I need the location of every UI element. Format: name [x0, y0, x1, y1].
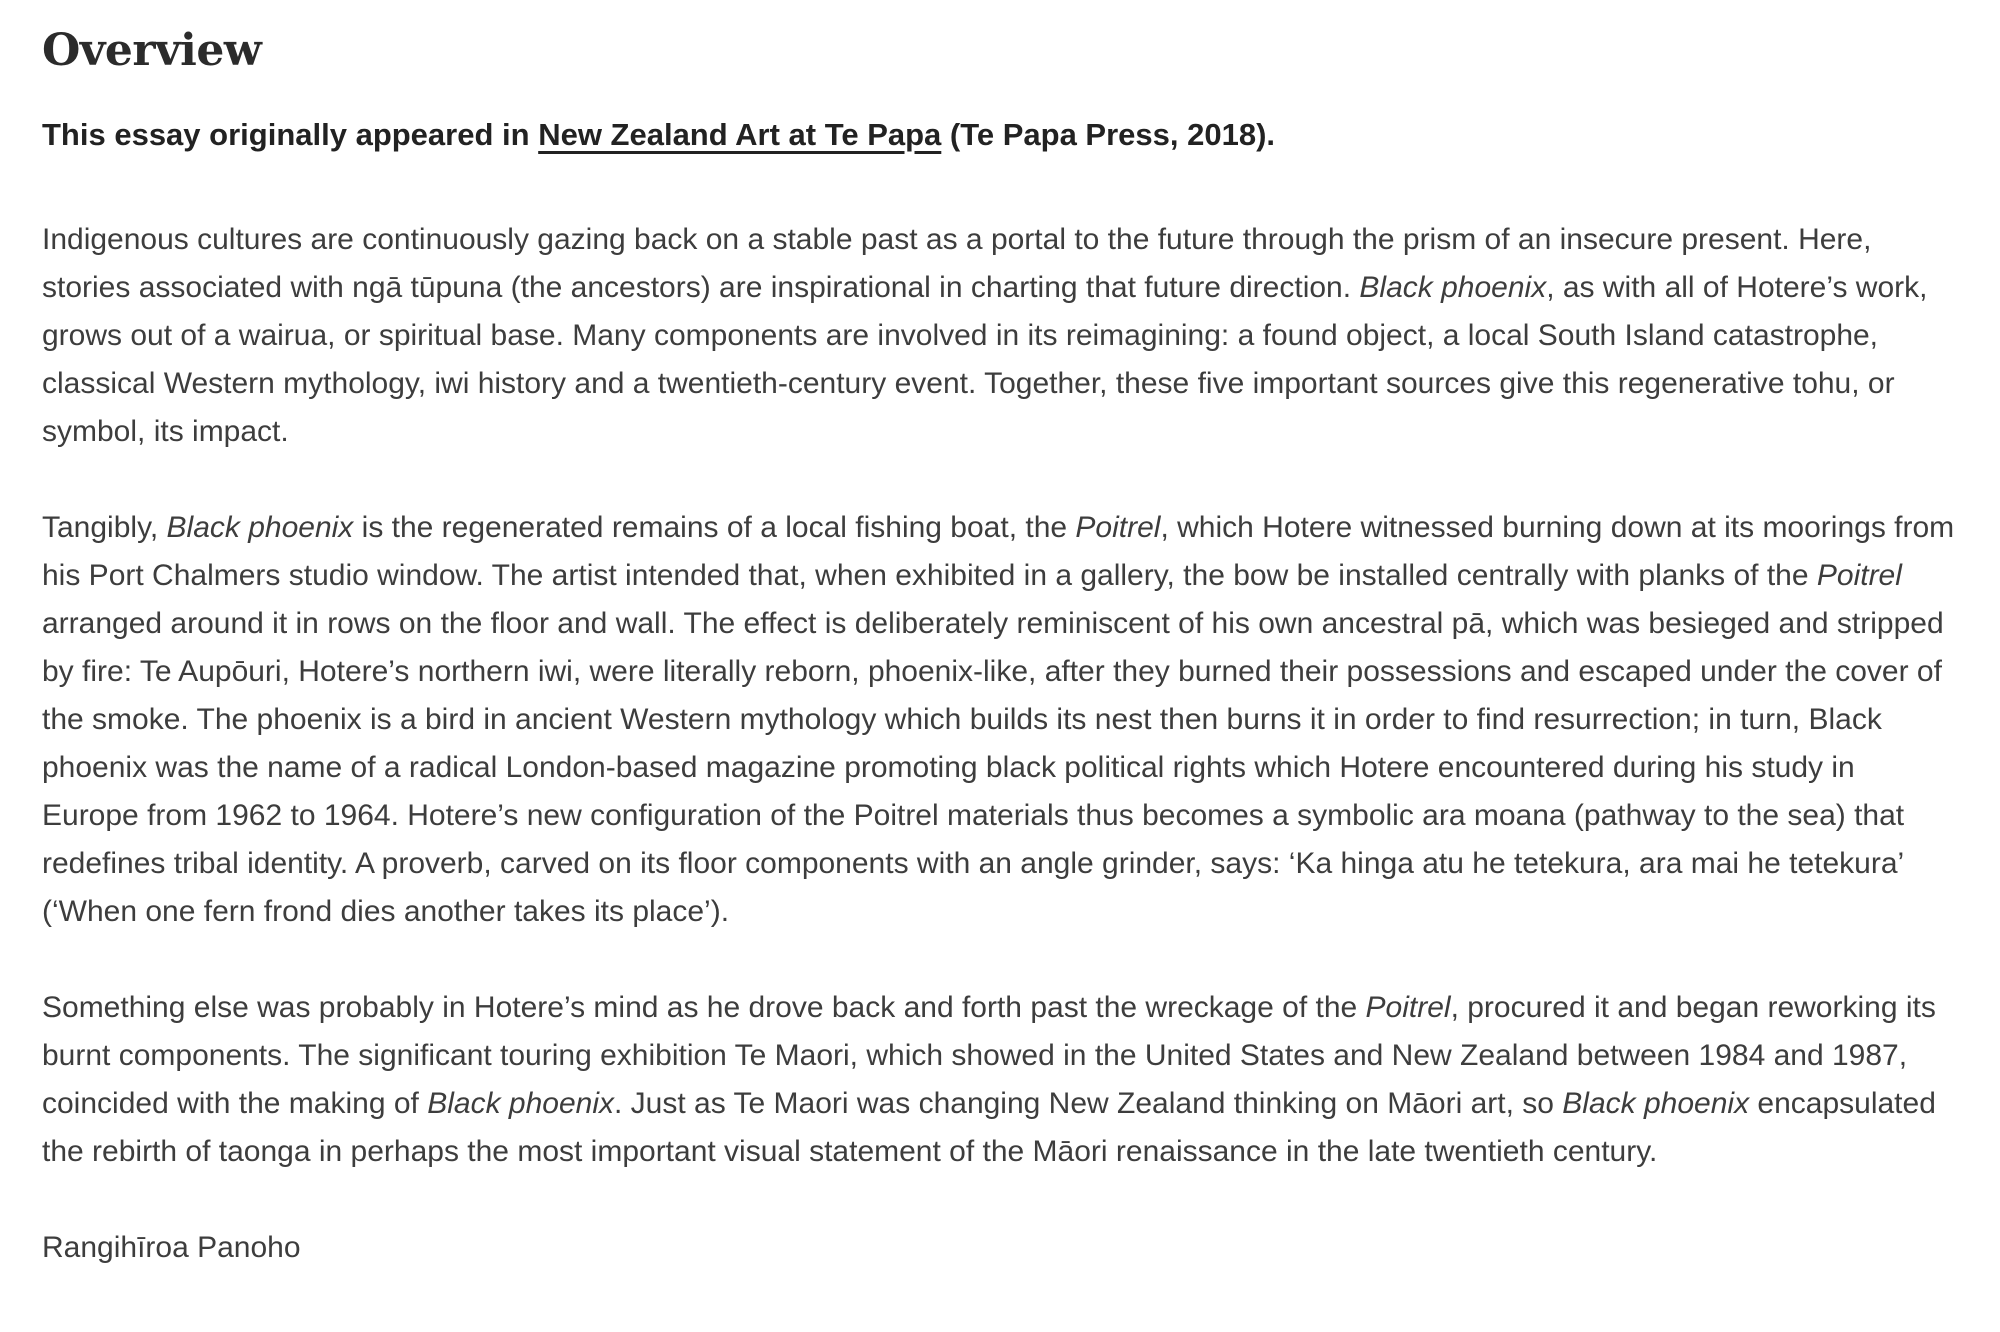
- text-segment: , which Hotere witnessed burning down at its moorings from his Port Chalmers studio window. The artist intended that, when exhibited in a gallery, the bow be installed centrally with planks of the: [42, 510, 1955, 592]
- text-segment: Tangibly,: [42, 510, 167, 544]
- text-segment: encapsulated the rebirth of taonga in perhaps the most important visual statement of the Māori renaissance in the late twentieth century.: [42, 1086, 1936, 1168]
- source-note-suffix: (Te Papa Press, 2018).: [941, 116, 1276, 152]
- text-segment: , as with all of Hotere’s work, grows out of a wairua, or spiritual base. Many components are involved in its reimagining: a found object, a local South Island catastrophe, classical Western mythology, iwi history and a twentieth-century event. Together, these five important sources give this regenerative tohu, or symbol, its impact.: [42, 270, 1928, 448]
- essay-paragraph: [42, 984, 1956, 1176]
- italic-text-segment: Black phoenix: [427, 1086, 615, 1120]
- essay-paragraph: [42, 504, 1956, 936]
- page-title: Overview: [42, 25, 262, 76]
- text-segment: is the regenerated remains of a local fishing boat, the: [353, 510, 1076, 544]
- italic-text-segment: Black phoenix: [166, 510, 354, 544]
- essay-paragraph: [42, 216, 1956, 456]
- italic-text-segment: Black phoenix: [1562, 1086, 1750, 1120]
- text-segment: arranged around it in rows on the floor and wall. The effect is deliberately reminiscent of his own ancestral pā, which was besieged and stripped by fire: Te Aupōuri, Hotere’s northern iwi, were literally reborn, phoenix-like, after they burned their possessions and escaped under the cover of the smoke. The phoenix is a bird in ancient Western mythology which builds its nest then burns it in order to find resurrection; in turn, Black phoenix was the name of a radical London-based magazine promoting black political rights which Hotere encountered during his study in Europe from 1962 to 1964. Hotere’s new configuration of the Poitrel materials thus becomes a symbolic ara moana (pathway to the sea) that redefines tribal identity. A proverb, carved on its floor components with an angle grinder, says: ‘Ka hinga atu he tetekura, ara mai he tetekura’ (‘When one fern frond dies another takes its place’).: [42, 606, 1944, 928]
- italic-text-segment: Poitrel: [1816, 558, 1902, 592]
- text-segment: Indigenous cultures are continuously gazing back on a stable past as a portal to the future through the prism of an insecure present. Here, stories associated with ngā tūpuna (the ancestors) are inspirational in charting that future direction.: [42, 222, 1872, 304]
- text-segment: , procured it and began reworking its burnt components. The significant touring exhibition Te Maori, which showed in the United States and New Zealand between 1984 and 1987, coincided with the making of: [42, 990, 1936, 1120]
- source-note-prefix: This essay originally appeared in: [42, 116, 539, 152]
- italic-text-segment: Black phoenix: [1359, 270, 1547, 304]
- italic-text-segment: Poitrel: [1075, 510, 1161, 544]
- essay-source-note: [42, 113, 1956, 158]
- author-name: Rangihīroa Panoho: [42, 1230, 301, 1264]
- book-title-link[interactable]: New Zealand Art at Te Papa: [538, 116, 942, 152]
- essay-body: [42, 216, 1956, 1176]
- italic-text-segment: Poitrel: [1365, 990, 1451, 1024]
- text-segment: Something else was probably in Hotere’s mind as he drove back and forth past the wreckage of the: [42, 990, 1366, 1024]
- text-segment: . Just as Te Maori was changing New Zealand thinking on Māori art, so: [614, 1086, 1563, 1120]
